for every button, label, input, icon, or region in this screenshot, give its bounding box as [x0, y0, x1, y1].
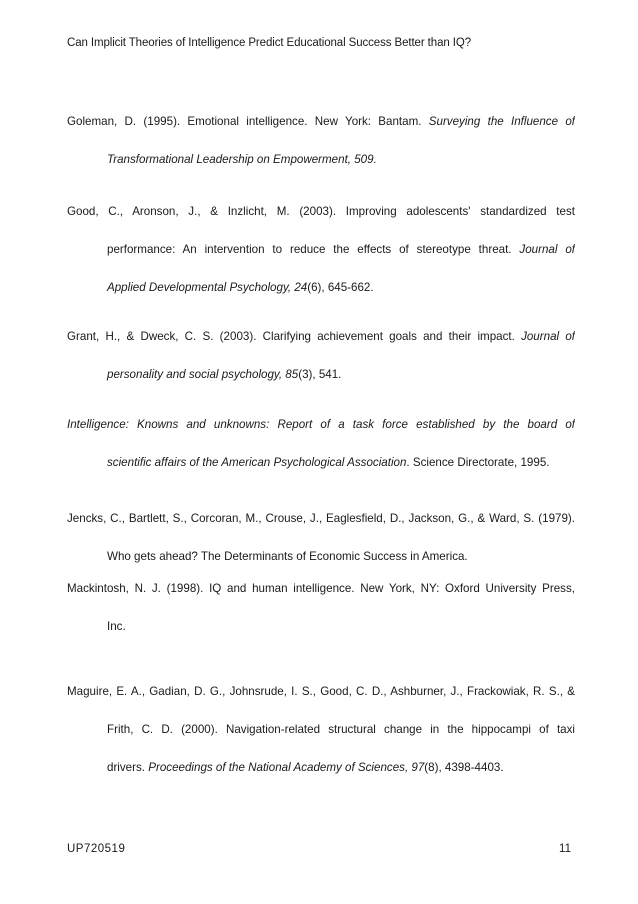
reference-line: Goleman, D. (1995). Emotional intelligence. New York: Bantam. Surveying the Influence of	[67, 115, 575, 128]
page-number: 11	[559, 843, 571, 855]
reference-line: personality and social psychology, 85(3), 541.	[107, 368, 342, 381]
reference-line: performance: An intervention to reduce the effects of stereotype threat. Journal of	[107, 243, 575, 256]
reference-line: Good, C., Aronson, J., & Inzlicht, M. (2003). Improving adolescents' standardized test	[67, 205, 575, 218]
reference-line: Grant, H., & Dweck, C. S. (2003). Clarifying achievement goals and their impact. Journal of	[67, 330, 575, 343]
reference-line: Intelligence: Knowns and unknowns: Report of a task force established by the board of	[67, 418, 575, 431]
reference-line: Maguire, E. A., Gadian, D. G., Johnsrude, I. S., Good, C. D., Ashburner, J., Frackowiak, R. S., &	[67, 685, 575, 698]
reference-line: drivers. Proceedings of the National Academy of Sciences, 97(8), 4398-4403.	[107, 761, 504, 774]
reference-line: Jencks, C., Bartlett, S., Corcoran, M., Crouse, J., Eaglesfield, D., Jackson, G., & Ward, S. (1979).	[67, 512, 575, 525]
reference-entry	[67, 103, 575, 179]
reference-line: Inc.	[107, 620, 126, 633]
reference-line: Frith, C. D. (2000). Navigation-related structural change in the hippocampi of taxi	[107, 723, 575, 736]
reference-line: scientific affairs of the American Psychological Association. Science Directorate, 1995.	[107, 456, 550, 469]
reference-entry	[67, 673, 575, 787]
reference-line: Who gets ahead? The Determinants of Economic Success in America.	[107, 550, 468, 563]
reference-entry	[67, 500, 575, 576]
reference-entry	[67, 193, 575, 307]
reference-line: Transformational Leadership on Empowerment, 509.	[107, 153, 377, 166]
reference-entry	[67, 318, 575, 394]
student-id: UP720519	[67, 843, 126, 855]
reference-entry	[67, 570, 575, 646]
running-head: Can Implicit Theories of Intelligence Predict Educational Success Better than IQ?	[67, 37, 471, 49]
reference-line: Mackintosh, N. J. (1998). IQ and human intelligence. New York, NY: Oxford University Press,	[67, 582, 575, 595]
reference-line: Applied Developmental Psychology, 24(6), 645-662.	[107, 281, 374, 294]
reference-entry	[67, 406, 575, 482]
